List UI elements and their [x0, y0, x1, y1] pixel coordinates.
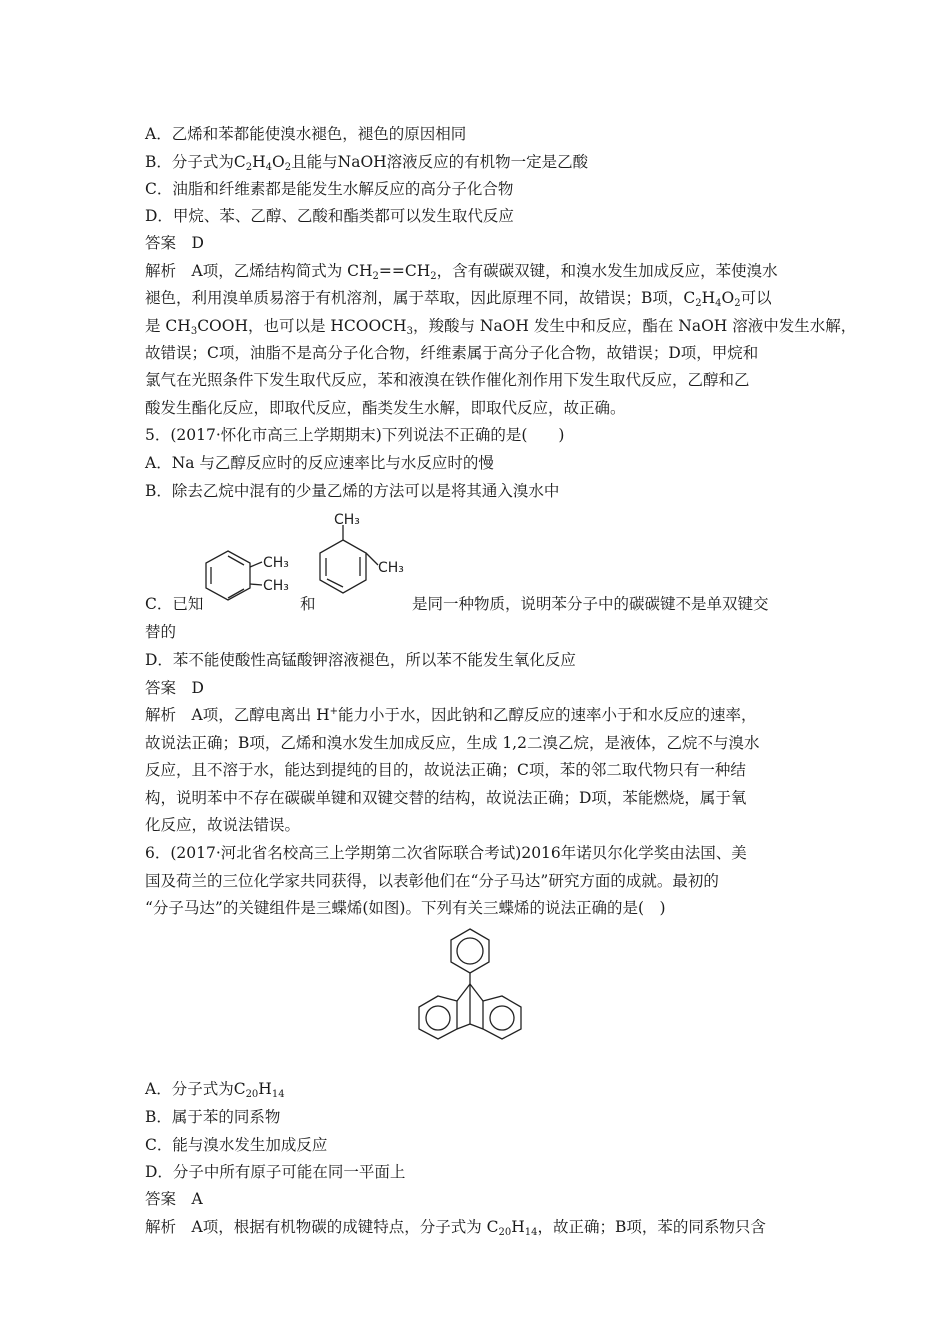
- triptycene-structure: [410, 926, 540, 1066]
- q4-explanation-line: 褪色，利用溴单质易溶于有机溶剂，属于萃取，因此原理不同，故错误；B项，$C_2H_4O_2$可以: [145, 289, 772, 309]
- q6-option-d: D．分子中所有原子可能在同一平面上: [145, 1163, 406, 1181]
- methyl-label: CH₃: [263, 578, 289, 594]
- q6-option-a: A．分子式为$C_{20}H_{14}$: [145, 1080, 285, 1100]
- q5-option-c-text: 是同一种物质，说明苯分子中的碳碳键不是单双键交: [412, 595, 769, 613]
- q6-explanation-line: 解析 A项，根据有机物碳的成键特点，分子式为 $C_{20}H_{14}$，故正确；B项，苯的同系物只含: [145, 1218, 766, 1238]
- q4-answer: 答案 D: [145, 234, 204, 252]
- q4-option-b: B．分子式为$C_2H_4O_2$且能与NaOH溶液反应的有机物一定是乙酸: [145, 153, 589, 173]
- q5-explanation-line: 构，说明苯中不存在碳碳单键和双键交替的结构，故说法正确；D项，苯能燃烧，属于氧: [145, 789, 747, 807]
- q6-stem: “分子马达”的关键组件是三蝶烯(如图)。下列有关三蝶烯的说法正确的是( ): [145, 899, 666, 917]
- q5-explanation-line: 解析 A项，乙醇电离出 H+能力小于水，因此钠和乙醇反应的速率小于和水反应的速率，: [145, 706, 757, 724]
- q4-explanation-line: 氯气在光照条件下发生取代反应，苯和液溴在铁作催化剂作用下发生取代反应，乙醇和乙: [145, 371, 750, 389]
- q6-stem: 国及荷兰的三位化学家共同获得，以表彰他们在“分子马达”研究方面的成就。最初的: [145, 872, 719, 890]
- q5-explanation-line: 反应，且不溶于水，能达到提纯的目的，故说法正确；C项，苯的邻二取代物只有一种结: [145, 761, 746, 779]
- q5-option-d: D．苯不能使酸性高锰酸钾溶液褪色，所以苯不能发生氧化反应: [145, 651, 576, 669]
- q6-option-b: B．属于苯的同系物: [145, 1108, 281, 1126]
- q4-explanation-line: 是 $CH_3COOH$，也可以是 $HCOOCH_3$，羧酸与 NaOH 发生中和反应，酯在 NaOH 溶液中发生水解，: [145, 317, 857, 337]
- methyl-label: CH₃: [378, 560, 404, 576]
- q6-answer: 答案 A: [145, 1190, 203, 1208]
- q4-explanation-line: 故错误；C项，油脂不是高分子化合物，纤维素属于高分子化合物，故错误；D项，甲烷和: [145, 344, 759, 362]
- q5-option-a: A．Na 与乙醇反应时的反应速率比与水反应时的慢: [145, 454, 494, 472]
- q6-option-c: C．能与溴水发生加成反应: [145, 1136, 328, 1154]
- q5-explanation-line: 化反应，故说法错误。: [145, 816, 301, 834]
- q5-option-c-label: C．已知: [145, 595, 204, 613]
- q5-option-c-cont: 替的: [145, 623, 177, 641]
- q6-stem: 6．(2017·河北省名校高三上学期第二次省际联合考试)2016年诺贝尔化学奖由法国、美: [145, 844, 747, 862]
- q5-explanation-line: 故说法正确；B项，乙烯和溴水发生加成反应，生成 1,2二溴乙烷，是液体，乙烷不与溴水: [145, 734, 760, 752]
- q4-option-c: C．油脂和纤维素都是能发生水解反应的高分子化合物: [145, 180, 514, 198]
- q5-stem: 5．(2017·怀化市高三上学期期末)下列说法不正确的是( ): [145, 426, 565, 444]
- q5-answer: 答案 D: [145, 679, 204, 697]
- q4-option-a: A．乙烯和苯都能使溴水褪色，褪色的原因相同: [145, 125, 467, 143]
- q4-option-d: D．甲烷、苯、乙醇、乙酸和酯类都可以发生取代反应: [145, 207, 514, 225]
- q4-explanation-line: 解析 A项，乙烯结构简式为 $CH_2==CH_2$，含有碳碳双键，和溴水发生加成反应，苯使溴水: [145, 262, 778, 282]
- q5-option-c-and: 和: [300, 595, 316, 613]
- q5-option-b: B．除去乙烷中混有的少量乙烯的方法可以是将其通入溴水中: [145, 482, 560, 500]
- q4-explanation-line: 酸发生酯化反应，即取代反应，酯类发生水解，即取代反应，故正确。: [145, 399, 626, 417]
- methyl-label: CH₃: [263, 555, 289, 571]
- methyl-label: CH₃: [334, 512, 360, 528]
- ortho-xylene-structure-2: [318, 510, 418, 610]
